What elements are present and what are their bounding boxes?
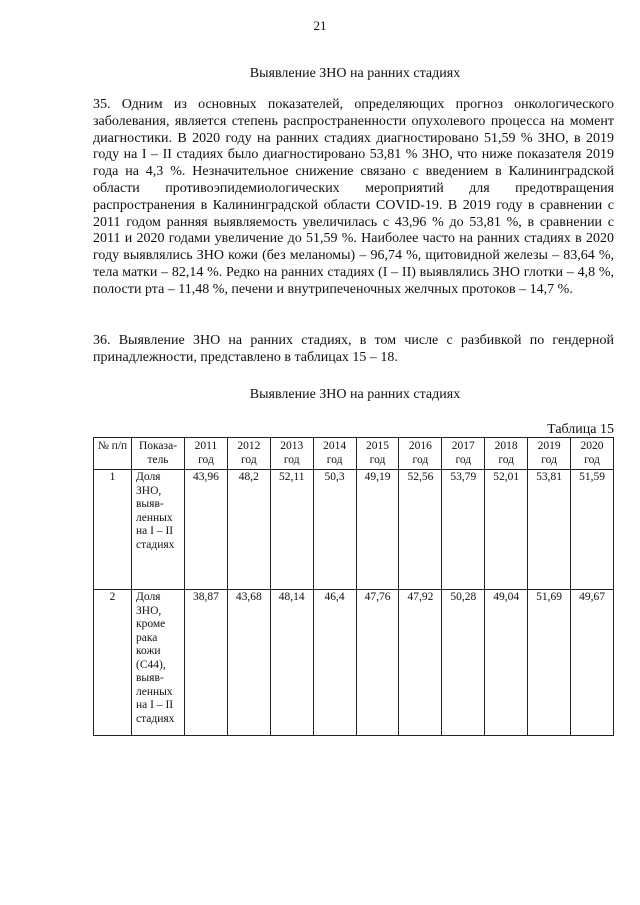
cell-value: 52,11 (270, 470, 313, 590)
cell-value: 48,14 (270, 590, 313, 736)
header-year: 2013 год (270, 438, 313, 470)
row-num: 1 (94, 470, 132, 590)
cell-value: 38,87 (185, 590, 228, 736)
cell-value: 53,79 (442, 470, 485, 590)
header-year: 2017 год (442, 438, 485, 470)
header-year: 2012 год (227, 438, 270, 470)
cell-value: 47,92 (399, 590, 442, 736)
cell-value: 50,28 (442, 590, 485, 736)
cell-value: 53,81 (528, 470, 571, 590)
row-indicator: Доля ЗНО, выяв-ленных на I – II стадиях (132, 470, 185, 590)
cell-value: 52,01 (485, 470, 528, 590)
header-year: 2016 год (399, 438, 442, 470)
cell-value: 43,96 (185, 470, 228, 590)
table-caption: Таблица 15 (547, 422, 614, 437)
header-num: № п/п (94, 438, 132, 470)
header-year: 2015 год (356, 438, 399, 470)
cell-value: 47,76 (356, 590, 399, 736)
row-num: 2 (94, 590, 132, 736)
paragraph-36: 36. Выявление ЗНО на ранних стадиях, в том числе с разбивкой по гендерной принадлежности, представлено в таблицах 15 – 18. (93, 333, 614, 365)
section-heading: Выявление ЗНО на ранних стадиях (249, 66, 461, 81)
table-heading: Выявление ЗНО на ранних стадиях (249, 387, 461, 402)
cell-value: 49,04 (485, 590, 528, 736)
row-indicator: Доля ЗНО, кроме рака кожи (С44), выяв-ленных на I – II стадиях (132, 590, 185, 736)
header-year: 2020 год (571, 438, 614, 470)
cell-value: 51,69 (528, 590, 571, 736)
paragraph-35: 35. Одним из основных показателей, определяющих прогноз онкологического заболевания, является степень распространенности опухолевого процесса на момент диагностики. В 2020 году на ранних стадиях диагностировано 51,59 % ЗНО, в 2019 году на I – II стадиях было диагностировано 53,81 % ЗНО, что ниже показателя 2019 года на 4,3 %. Незначительное снижение связано с введением в Калининградской области противоэпидемиологических мероприятий для предотвращения распространения в Калининградской области COVID-19. В 2019 году в сравнении с 2011 годом ранняя выявляемость увеличилась с 43,96 % до 53,81 %, в сравнении с 2011 и 2020 годами увеличение до 51,59 %. Наиболее часто на ранних стадиях в 2020 году выявлялись ЗНО кожи (без меланомы) – 96,74 %, щитовидной железы – 83,64 %, тела матки – 82,14 %. Редко на ранних стадиях (I – II) выявлялись ЗНО глотки – 4,8 %, полости рта – 11,48 %, печени и внутрипеченочных желчных протоков – 14,7 %. (93, 97, 614, 297)
table-row (94, 590, 614, 736)
table-row (94, 470, 614, 590)
cell-value: 43,68 (227, 590, 270, 736)
cell-value: 49,67 (571, 590, 614, 736)
header-year: 2011 год (185, 438, 228, 470)
data-table (93, 437, 614, 736)
table-header-row (94, 438, 614, 470)
cell-value: 52,56 (399, 470, 442, 590)
cell-value: 46,4 (313, 590, 356, 736)
header-year: 2014 год (313, 438, 356, 470)
header-indicator: Показа-тель (132, 438, 185, 470)
header-year: 2019 год (528, 438, 571, 470)
cell-value: 50,3 (313, 470, 356, 590)
cell-value: 51,59 (571, 470, 614, 590)
cell-value: 49,19 (356, 470, 399, 590)
header-year: 2018 год (485, 438, 528, 470)
page-number: 21 (313, 18, 327, 33)
cell-value: 48,2 (227, 470, 270, 590)
